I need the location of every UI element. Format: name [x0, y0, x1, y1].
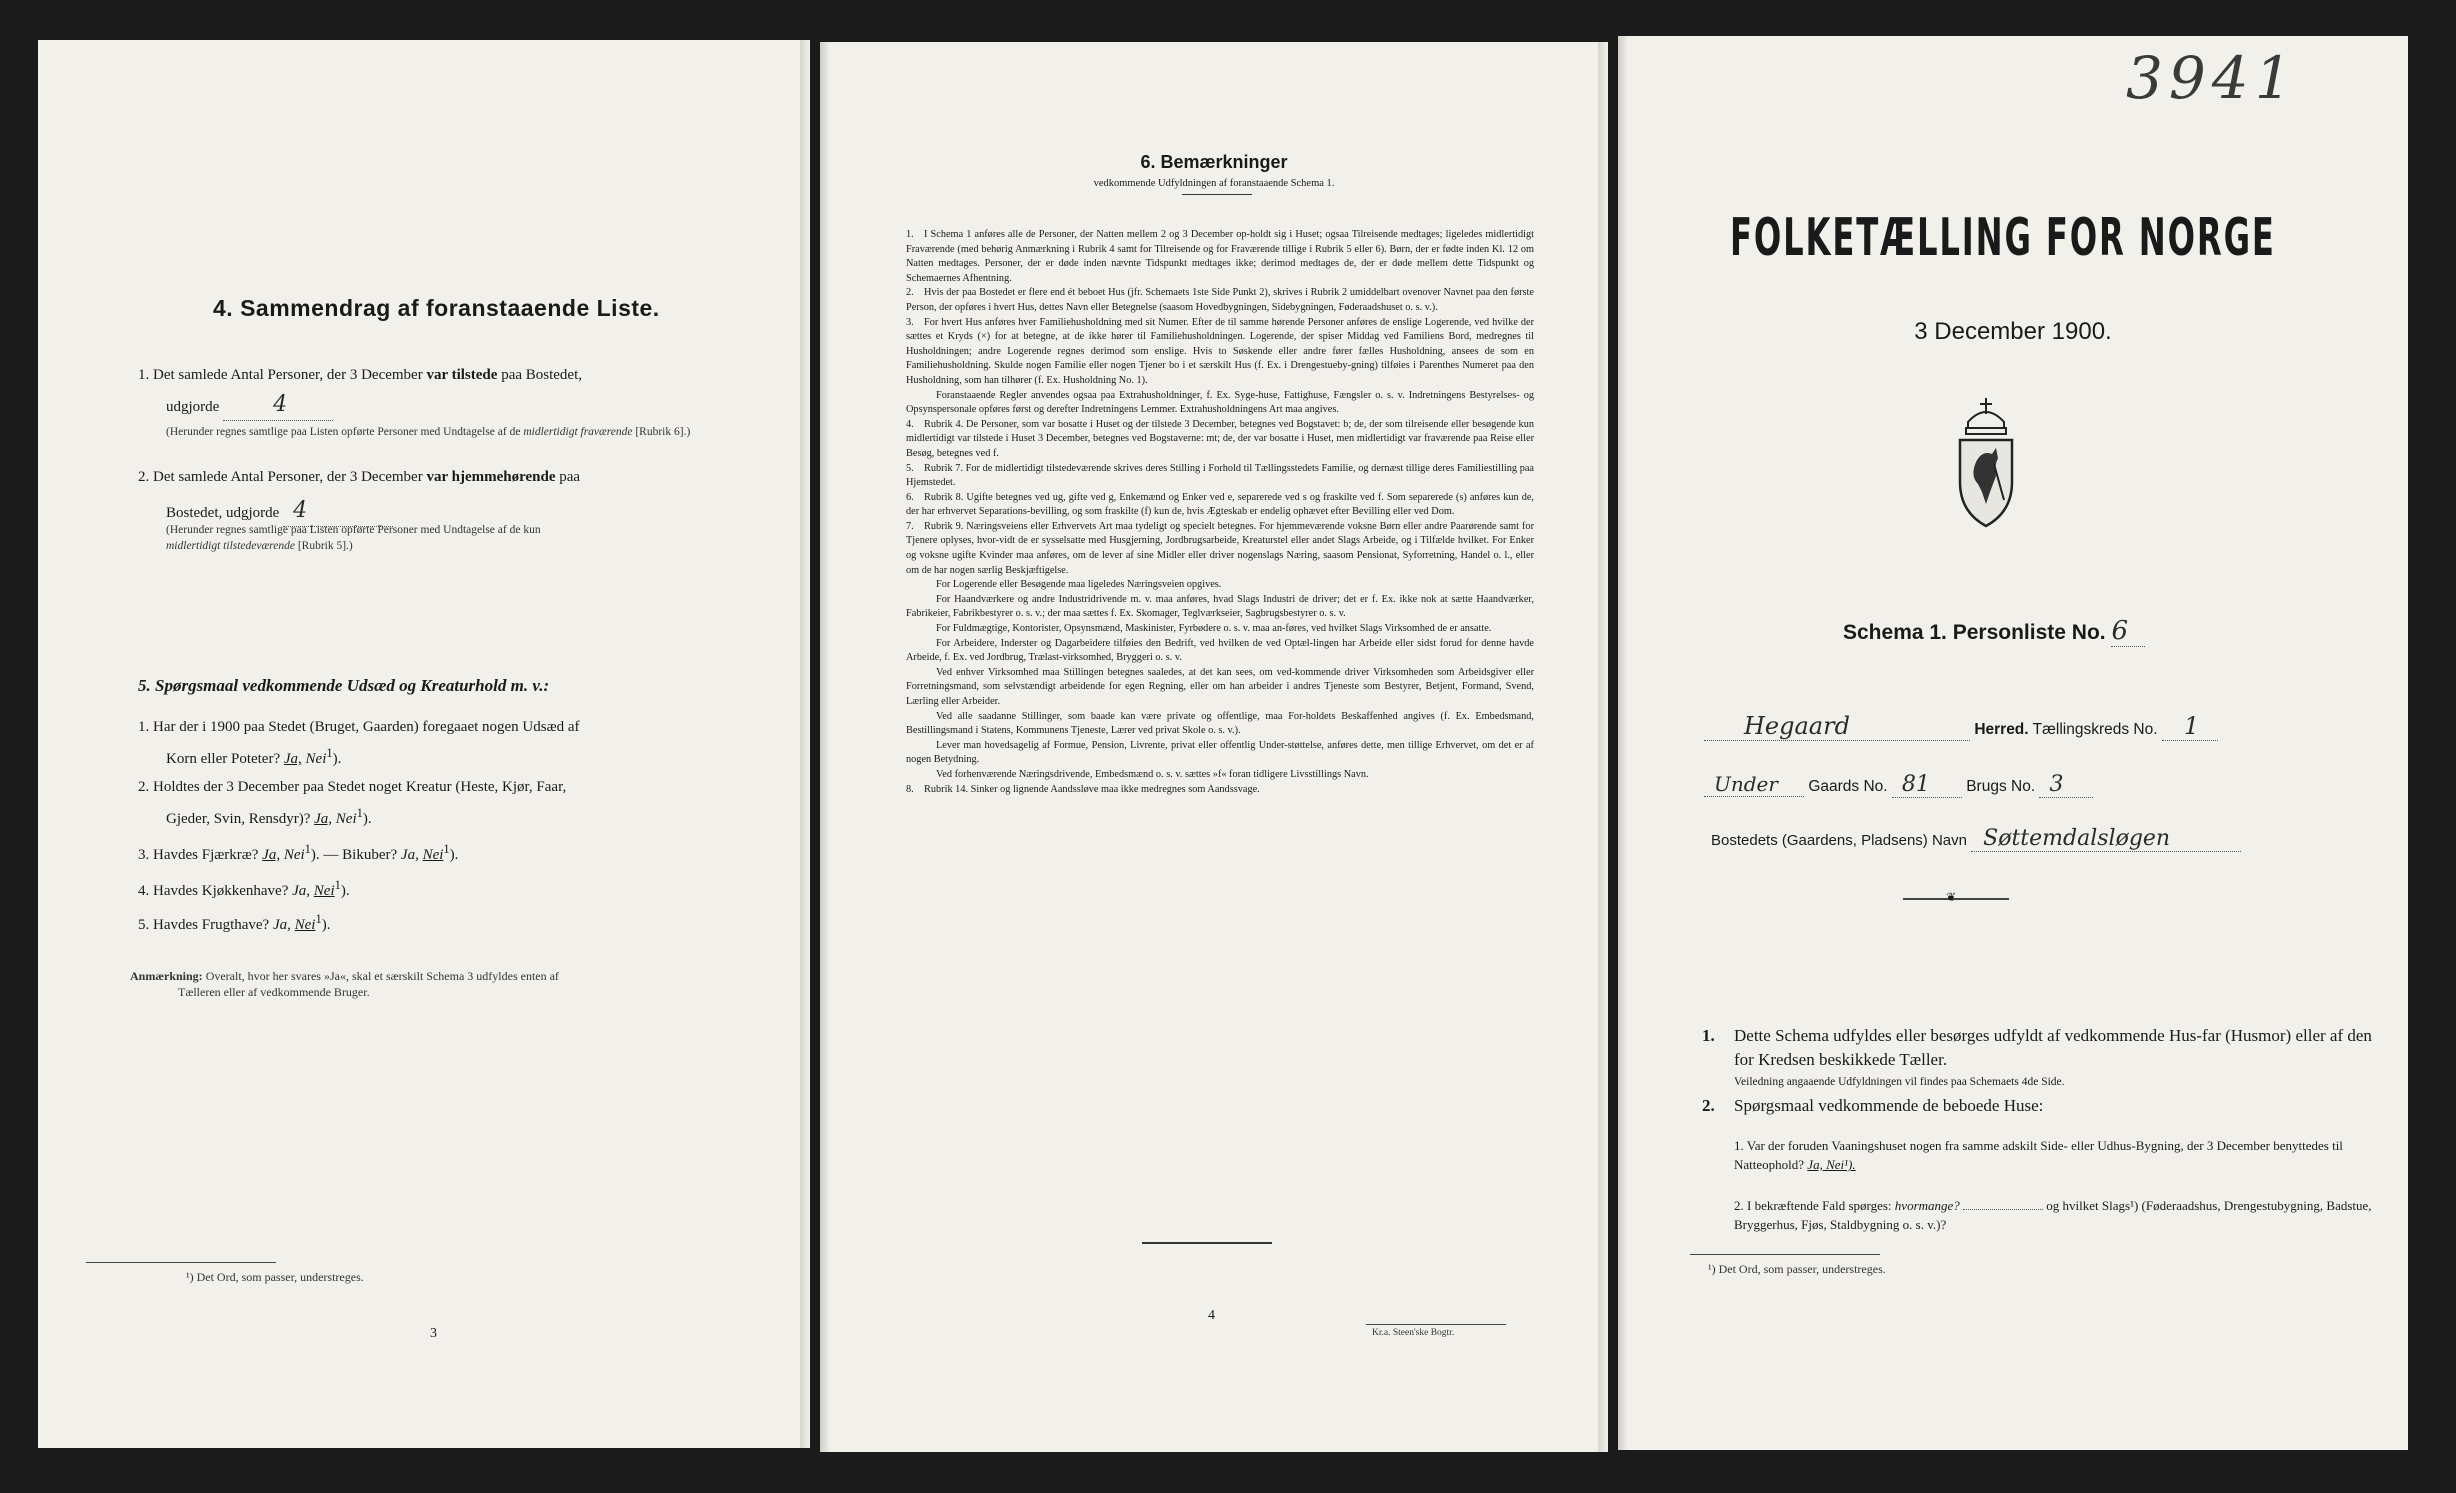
q3b-close: ). — [449, 847, 459, 863]
kreds-value: 1 — [2183, 712, 2200, 740]
remark-number: 6. — [906, 491, 914, 503]
q1-ja: Ja, — [283, 751, 302, 767]
q2-text-c: og hvilket Slags¹) (Føderaadshus, Drengestubygning, Badstue, Bryggerhus, Fjøs, Staldbygning o. s. v.)? — [1734, 1198, 2372, 1232]
instr2-text: Spørgsmaal vedkommende de beboede Huse: — [1734, 1096, 2044, 1115]
remark-text: Lever man hovedsagelig af Formue, Pension, Livrente, privat eller offentlig Under-støttelse, anføres dette, men tillige Erhvervet, om det er af nogen Betydning. — [906, 739, 1534, 766]
remark-number: 5. — [906, 462, 914, 474]
item1-note-a: (Herunder regnes samtlige paa Listen opførte Personer med Undtagelse af de — [166, 426, 521, 438]
section5-q2 — [138, 774, 778, 832]
schema-no-field — [2111, 616, 2145, 647]
q5-question: 5. Havdes Frugthave? — [138, 917, 270, 933]
q3-sup: 1 — [304, 842, 311, 856]
item1-text: 1. Det samlede Antal Personer, der 3 December — [138, 367, 423, 383]
remark-label: Anmærkning: — [130, 969, 203, 983]
remark-item — [906, 418, 1534, 462]
instr1-note: Veiledning angaaende Udfyldningen vil findes paa Schemaets 4de Side. — [1734, 1076, 2065, 1088]
page-edge-left — [1618, 36, 1628, 1450]
printer-mark: Kr.a. Steen'ske Bogtr. — [1372, 1328, 1455, 1338]
remarks-list — [906, 228, 1534, 797]
gaard-value: 81 — [1901, 772, 1930, 797]
q4-nei: Nei — [313, 883, 335, 899]
bosted-value: Søttemdalsløgen — [1983, 826, 2171, 851]
section4-title: 4. Sammendrag af foranstaaende Liste. — [213, 295, 660, 321]
archive-number: 3941 — [2126, 44, 2298, 112]
q2-text-a: 2. I bekræftende Fald spørges: — [1734, 1198, 1892, 1213]
q2-nei: Nei — [335, 811, 357, 827]
q2-count-field — [1963, 1209, 2043, 1210]
remark-text: For Fuldmægtige, Kontorister, Opsynsmænd, Maskinister, Fyrbødere o. s. v. maa an-føres, ved hvilket Slags Virksomhed de er ansatte. — [936, 623, 1492, 635]
schema-line — [1843, 616, 2145, 647]
remark-number: 8. — [906, 783, 914, 795]
remark-text: Rubrik 14. Sinker og lignende Aandssløve maa ikke medregnes som Aandssvage. — [924, 783, 1260, 795]
census-date: 3 December 1900. — [1914, 318, 2112, 345]
house-question-1 — [1734, 1136, 2384, 1174]
item2-note-b: midlertidigt tilstedeværende — [166, 540, 295, 552]
remark-text: Ved alle saadanne Stillinger, som baade kan være private og offentlige, maa For-holdets Beskaffenhed angives (f. Ex. Embedsmand, Bestillingsmand i Statens, Kommunens Tjeneste, Lærer ved privat Skole o. s. v.). — [906, 710, 1534, 737]
q5-ja: Ja, — [272, 917, 291, 933]
remark-text: For Haandværkere og andre Industridrivende m. v. maa anføres, hvad Slags Industri de driver; det er f. Ex. ikke nok at sætte Haandværker, Fabrikeier, Fabrikbestyrer o. s. v.; der maa sættes f. Ex. Skomager, Teglværkseier, Sagbrugsbestyrer o. s. v. — [906, 593, 1534, 620]
page-middle — [820, 42, 1608, 1452]
remark-item — [906, 593, 1534, 622]
remark-item — [906, 622, 1534, 637]
item2-note-a: (Herunder regnes samtlige paa Listen opførte Personer med Undtagelse af de kun — [166, 524, 541, 536]
q1-text: 1. Var der foruden Vaaningshuset nogen fra samme adskilt Side- eller Udhus-Bygning, der 3 December benyttedes til Natteophold? — [1734, 1138, 2343, 1172]
q3b-ja: Ja, — [400, 847, 419, 863]
remark-text2: Tælleren eller af vedkommende Bruger. — [178, 985, 370, 999]
gaard-prefix-field — [1704, 772, 1804, 797]
gaard-line — [1704, 772, 2384, 798]
remark-text: Rubrik 8. Ugifte betegnes ved ug, gifte ved g, Enkemænd og Enker ved e, separerede ved s og fraskilte ved f. Som separerede (s) anføres kun de, der har erhvervet Separations-bevilling, og som fraskilte (f) kun de, hvis Ægteskab er endelig ophævet efter Bevilling eller ved Dom. — [906, 491, 1534, 518]
remark-text: Overalt, hvor her svares »Ja«, skal et særskilt Schema 3 udfyldes enten af — [205, 969, 559, 983]
item2-udgjorde-label: Bostedet, udgjorde — [166, 505, 280, 521]
q2-line-a: 2. Holdtes der 3 December paa Stedet noget Kreatur (Heste, Kjør, Faar, — [138, 779, 567, 795]
q4-ja: Ja, — [292, 883, 311, 899]
page-right — [1618, 36, 2408, 1450]
q1-answer: Ja, Nei¹). — [1807, 1157, 1856, 1172]
page-number: 4 — [1208, 1308, 1215, 1323]
q2-ja: Ja, — [314, 811, 333, 827]
remark-text: For hvert Hus anføres hver Familiehusholdning med sit Numer. Efter de til samme hørende Personer anføres de enslige Logerende, ved hvilke der sættes et Kryds (×) for at betegne, at de ikke hører til Familiehusholdningen. Logerende, der spiser Middag ved Familiens Bord, medregnes til Husholdningen; andre Logerende regnes derimod som enslige. Hvis to Søskende eller andre fører fælles Husholdning, ansees de som en Familiehusholdning. Skulde nogen Familie eller nogen Tjener bo i et særskilt Hus (f. Ex. i Drengestueby-gning) tilføies i Parenthes Numeret paa den Husholdning, som han tilhører (f. Ex. Husholdning No. 1). — [906, 316, 1534, 386]
q3-ja: Ja, — [262, 847, 281, 863]
bosted-field — [1971, 826, 2241, 852]
q3-close: ). — [310, 847, 320, 863]
item2-bold: var hjemmehørende — [426, 469, 556, 485]
q1-close: ). — [332, 751, 342, 767]
q2-question: Gjeder, Svin, Rensdyr)? — [166, 811, 311, 827]
footnote-rule — [86, 1262, 276, 1263]
item1-note-b: midlertidigt fraværende — [523, 426, 633, 438]
q2-line-b — [138, 800, 778, 832]
remark-item — [906, 666, 1534, 710]
q5-sup: 1 — [315, 912, 322, 926]
herred-line — [1704, 712, 2384, 741]
section5-q3 — [138, 836, 778, 868]
remark-text: For Logerende eller Besøgende maa ligeledes Næringsveien opgives. — [936, 579, 1222, 591]
herred-value: Hegaard — [1744, 712, 1850, 740]
q3b-sup: 1 — [443, 842, 450, 856]
footnote: ¹) Det Ord, som passer, understreges. — [186, 1270, 364, 1284]
remark-number: 7. — [906, 520, 914, 532]
page-edge-right — [1598, 42, 1608, 1452]
section5-q1 — [138, 714, 778, 772]
remark-number: 4. — [906, 418, 914, 430]
brugs-label: Brugs No. — [1966, 778, 2036, 795]
brugs-value: 3 — [2049, 772, 2064, 797]
printer-rule — [1366, 1324, 1506, 1325]
footnote: ¹) Det Ord, som passer, understreges. — [1708, 1262, 1886, 1276]
remark-text: Rubrik 4. De Personer, som var bosatte i Huset og der tilstede 3 December, betegnes ved Bogstavet: b; de, der som tilreisende eller besøgende kun midlertidigt var tilstede i Huset 3 December, betegnes ved Bogstaverne: mt; de, der var bosatte i Huset, men midlertidigt var fraværende paa Reise eller Besøg, betegnes ved f. — [906, 418, 1534, 459]
herred-field — [1704, 712, 1970, 741]
remark-item — [906, 228, 1534, 286]
remark-number: 3. — [906, 316, 914, 328]
q5-nei: Nei — [294, 917, 316, 933]
item1-bold: var tilstede — [426, 367, 498, 383]
remark-item — [906, 520, 1534, 578]
title-rule — [1182, 194, 1252, 195]
q2-close: ). — [362, 811, 372, 827]
item1-note — [166, 424, 786, 440]
q3b-nei: Nei — [422, 847, 444, 863]
instr2-number: 2. — [1702, 1096, 1715, 1115]
page-number: 3 — [430, 1326, 437, 1341]
schema-no: 6 — [2111, 616, 2128, 646]
page-edge — [800, 40, 810, 1448]
norway-coat-of-arms-icon — [1946, 392, 2026, 537]
schema-label: Schema 1. Personliste No. — [1843, 621, 2106, 644]
remark-item — [906, 578, 1534, 593]
q3-bikuber: — Bikuber? — [323, 847, 398, 863]
document-title: FOLKETÆLLING FOR NORGE — [1730, 208, 2276, 268]
remark-text: Rubrik 7. For de midlertidigt tilstedeværende skrives deres Stilling i Forhold til Tællingsstedets Familie, og dernæst tillige deres Familiestilling paa Hjemstedet. — [906, 462, 1534, 489]
section4-item1 — [138, 362, 778, 388]
instruction1 — [1702, 1024, 2382, 1072]
q2-text-b: hvormange? — [1894, 1198, 1960, 1213]
q4-close: ). — [340, 883, 350, 899]
remark-text: Ved forhenværende Næringsdrivende, Embedsmænd o. s. v. sættes »f« foran tidligere Livsstillings Navn. — [936, 768, 1369, 780]
bosted-line — [1711, 826, 2391, 852]
instr1-number: 1. — [1702, 1026, 1715, 1045]
item1-note-c: [Rubrik 6].) — [635, 426, 691, 438]
kreds-label: Tællingskreds No. — [2032, 721, 2158, 738]
remark-text: Hvis der paa Bostedet er flere end ét beboet Hus (jfr. Schemaets 1ste Side Punkt 2), skrives i Rubrik 2 umiddelbart ovenover Navnet paa den første Person, der opføres i hvert Hus, dettes Navn eller Betegnelse (saasom Hovedbygningen, Sidebygningen, Føderaadshuset o. s. v.). — [906, 287, 1534, 313]
remark-item — [906, 739, 1534, 768]
gaard-label: Gaards No. — [1808, 778, 1888, 795]
section5-title: 5. Spørgsmaal vedkommende Udsæd og Kreaturhold m. v.: — [138, 676, 550, 695]
remark-text: Ved enhver Virksomhed maa Stillingen betegnes saaledes, at det kan sees, om ved-kommende driver Virksomheden som Arbeidsgiver eller Forretningsmand, som selvstændigt arbeidende for egen Regning, eller om han arbeider i andres Tjeneste som Bestyrer, Betjent, Formand, Svend, Lærling eller Arbeider. — [906, 666, 1534, 707]
remark-item — [906, 710, 1534, 739]
section5-q4 — [138, 872, 350, 904]
remark-number: 1. — [906, 229, 914, 240]
kreds-field — [2162, 712, 2218, 741]
brugs-field — [2039, 772, 2093, 798]
bosted-label: Bostedets (Gaardens, Pladsens) Navn — [1711, 832, 1967, 849]
instruction2 — [1702, 1096, 2382, 1116]
instr1-text: Dette Schema udfyldes eller besørges udfyldt af vedkommende Hus-far (Husmor) eller af den for Kredsen beskikkede Tæller. — [1734, 1026, 2372, 1069]
q3-nei: Nei — [283, 847, 305, 863]
remark-item — [906, 286, 1534, 315]
q1-nei: Nei — [305, 751, 327, 767]
remark-item — [906, 491, 1534, 520]
remark-item — [906, 389, 1534, 418]
q1-line-a: 1. Har der i 1900 paa Stedet (Bruget, Gaarden) foregaaet nogen Udsæd af — [138, 719, 580, 735]
item1-value-line — [223, 392, 333, 421]
gaard-field — [1892, 772, 1962, 798]
section4-item2 — [138, 464, 778, 490]
remark-text: Rubrik 9. Næringsveiens eller Erhvervets Art maa tydeligt og specielt betegnes. For hjemmeværende voksne Børn eller andre Paarørende samt for Tjenere oplyses, hvor-vidt de er sysselsatte med Husgjerning, Jordbrugsarbeide, Kreaturstel eller andet Slags Arbeide, og i Tilfælde hvilket. For Enker og voksne ugifte Kvinder maa anføres, om de lever af sine Midler eller driver nogenslags Næring, saasom Pensionat, Syforretning, Handel o. l., eller om de har nogen særlig Beskjæftigelse. — [906, 520, 1534, 576]
item2-value: 4 — [293, 498, 308, 523]
herred-label: Herred. — [1974, 721, 2029, 738]
item1-text-c: paa Bostedet, — [501, 367, 582, 383]
item2-text-c: paa — [559, 469, 581, 485]
remark-item — [906, 768, 1534, 783]
remark-text: For Arbeidere, Inderster og Dagarbeidere tilføies den Bedrift, ved hvilken de ved Optæl-lingen har Arbeide eller sidst forud for denne havde Arbeide, f. Ex. ved Jordbrug, Trælast-virksomhed, Bryggeri o. s. v. — [906, 637, 1534, 664]
remark-number: 2. — [906, 287, 914, 299]
q1-line-b — [138, 740, 778, 772]
item2-note — [166, 522, 786, 554]
section5-q5 — [138, 906, 330, 938]
remark-item — [906, 637, 1534, 666]
divider-ornament-icon: ❦ — [1946, 890, 1957, 904]
remark-item — [906, 462, 1534, 491]
item2-text: 2. Det samlede Antal Personer, der 3 December — [138, 469, 423, 485]
remark-item — [906, 783, 1534, 798]
item1-udgjorde-label: udgjorde — [166, 399, 220, 415]
remarks-subtitle: vedkommende Udfyldningen af foranstaaende Schema 1. — [1093, 178, 1335, 189]
item2-note-c: [Rubrik 5].) — [297, 540, 353, 552]
footnote-rule — [1690, 1254, 1880, 1255]
q1-question: Korn eller Poteter? — [166, 751, 281, 767]
page-edge-left — [820, 42, 830, 1452]
remark-item — [906, 316, 1534, 389]
remarks-title: 6. Bemærkninger — [1140, 152, 1288, 172]
remark-text: I Schema 1 anføres alle de Personer, der Natten mellem 2 og 3 December op-holdt sig i Huset; ogsaa Tilreisende medtages; ligeledes midlertidigt Fraværende (med behørig Anmærkning i Rubrik 4 samt for Tilreisende og for Fraværende tillige i Rubrik 5 eller 6). Børn, der er fødte inden Kl. 12 om Natten medtages. Personer, der er døde inden nævnte Tidspunkt medtages ikke; derimod medtages de, der er døde mellem dette Tidspunkt og Schemaernes Afhentning. — [906, 229, 1534, 284]
remark — [130, 968, 770, 1000]
q2-sup: 1 — [356, 806, 363, 820]
end-rule — [1142, 1242, 1272, 1244]
q1-sup: 1 — [326, 746, 333, 760]
q3-question: 3. Havdes Fjærkræ? — [138, 847, 259, 863]
item1-value: 4 — [273, 392, 288, 417]
q5-close: ). — [321, 917, 331, 933]
page-left — [38, 40, 810, 1448]
remark-text: Foranstaaende Regler anvendes ogsaa paa Extrahusholdninger, f. Ex. Syge-huse, Fattighuse, Fængsler o. s. v. Indretningens Bestyrelses- og Opsynspersonale opføres først og derefter Indretningens Lemmer. Extrahusholdningens Art maa angives. — [906, 389, 1534, 416]
q4-sup: 1 — [334, 878, 341, 892]
house-question-2 — [1734, 1196, 2384, 1234]
item1-udgjorde — [166, 392, 333, 421]
q4-question: 4. Havdes Kjøkkenhave? — [138, 883, 289, 899]
gaard-prefix: Under — [1714, 772, 1778, 796]
